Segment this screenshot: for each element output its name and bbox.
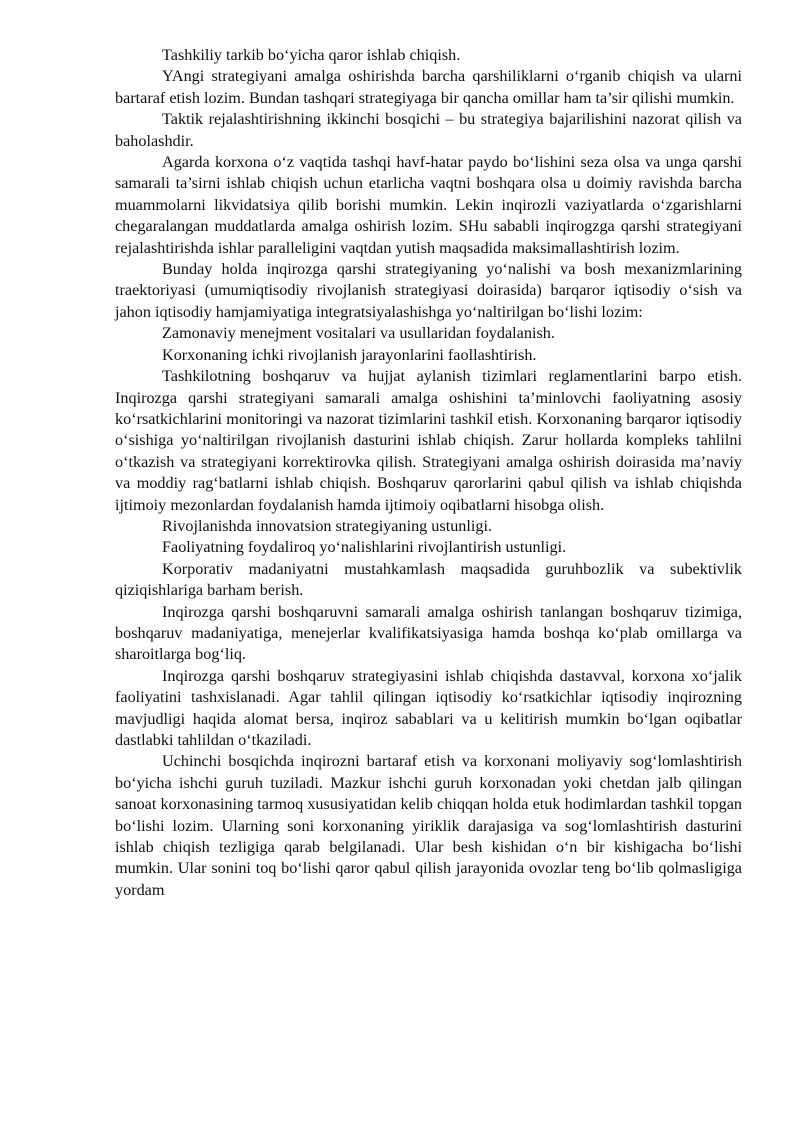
paragraph: Taktik rejalashtirishning ikkinchi bosqichi – bu strategiya bajarilishini nazorat qilish va baholashdir. xyxy=(115,110,742,150)
paragraph: YAngi strategiyani amalga oshirishda barcha qarshiliklarni o‘rganib chiqish va ularni bartaraf etish lozim. Bundan tashqari strategiyaga bir qancha omillar ham ta’sir qilishi mumkin. xyxy=(115,67,742,107)
paragraph: Tashkiliy tarkib bo‘yicha qaror ishlab chiqish. xyxy=(162,46,461,64)
paragraph: Korporativ madaniyatni mustahkamlash maqsadida guruhbozlik va subektivlik qiziqishlariga barham berish. xyxy=(115,559,742,600)
paragraph: Zamonaviy menejment vositalari va usullaridan foydalanish. xyxy=(162,324,555,343)
document-page xyxy=(115,45,742,901)
paragraph: Rivojlanishda innovatsion strategiyaning ustunligi. xyxy=(162,516,493,535)
paragraph: Uchinchi bosqichda inqirozni bartaraf etish va korxonani moliyaviy sog‘lomlashtirish bo‘yicha ishchi guruh tuziladi. Mazkur ishchi guruh korxonadan yoki chetdan jalb qilingan sanoat korxonasining tarmoq xususiyatidan kelib chiqqan holda etuk hodimlardan tashkil topgan bo‘lishi lozim. Ularning soni korxonaning yiriklik darajasiga va sog‘lomlashtirish dasturini ishlab chiqish tezligiga qarab belgilanadi. Ular besh kishidan o‘n bir kishigacha bo‘lishi mumkin. Ular sonini toq bo‘lishi qaror qabul qilish jarayonida ovozlar teng bo‘lib qolmasligiga yordam xyxy=(115,752,742,899)
paragraph: Korxonaning ichki rivojlanish jarayonlarini faollashtirish. xyxy=(162,345,537,364)
paragraph: Inqirozga qarshi boshqaruvni samarali amalga oshirish tanlangan boshqaruv tizimiga, boshqaruv madaniyatiga, menejerlar kvalifikatsiyasiga hamda boshqa ko‘plab omillarga va sharoitlarga bog‘liq. xyxy=(115,602,742,664)
paragraph: Inqirozga qarshi boshqaruv strategiyasini ishlab chiqishda dastavval, korxona xo‘jalik faoliyatini tashxislanadi. Agar tahlil qilingan iqtisodiy ko‘rsatkichlar iqtisodiy inqirozning mavjudligi haqida alomat bersa, inqiroz sabablari va u kelitirish mumkin bo‘lgan oqibatlar dastlabki tahlildan o‘tkaziladi. xyxy=(115,666,742,749)
paragraph: Agarda korxona o‘z vaqtida tashqi havf-hatar paydo bo‘lishini seza olsa va unga qarshi samarali ta’sirni ishlab chiqish uchun etarlicha vaqtni boshqara olsa u doimiy ravishda barcha muammolarni likvidatsiya qilib borishi mumkin. Lekin inqirozli vaziyatlarda o‘zgarishlarni chegaralangan muddatlarda amalga oshirish lozim. SHu sababli inqirogzga qarshi strategiyani rejalashtirishda ishlar paralleligini vaqtdan yutish maqsadida maksimallashtirish lozim. xyxy=(115,153,742,257)
paragraph: Bunday holda inqirozga qarshi strategiyaning yo‘nalishi va bosh mexanizmlarining traektoriyasi (umumiqtisodiy rivojlanish strategiyasi doirasida) barqaror iqtisodiy o‘sish va jahon iqtisodiy hamjamiyatiga integratsiyalashishga yo‘naltirilgan bo‘lishi lozim: xyxy=(115,260,742,321)
paragraph: Faoliyatning foydaliroq yo‘nalishlarini rivojlantirish ustunligi. xyxy=(162,538,567,557)
paragraph: Tashkilotning boshqaruv va hujjat aylanish tizimlari reglamentlarini barpo etish. Inqirozga qarshi strategiyani samarali amalga oshishini ta’minlovchi faoliyatning asosiy ko‘rsatkichlarini monitoringi va nazorat tizimlarini tashkil etish. Korxonaning barqaror iqtisodiy o‘sishiga yo‘naltirilgan rivojlanish dasturini ishlab chiqish. Zarur hollarda kompleks tahlilni o‘tkazish va strategiyani korrektirovka qilish. Strategiyani amalga oshirish doirasida ma’naviy va moddiy rag‘batlarni ishlab chiqish. Boshqaruv qarorlarini qabul qilish va ishlab chiqishda ijtimoiy mezonlardan foydalanish hamda ijtimoiy oqibatlarni hisobga olish. xyxy=(115,367,742,514)
